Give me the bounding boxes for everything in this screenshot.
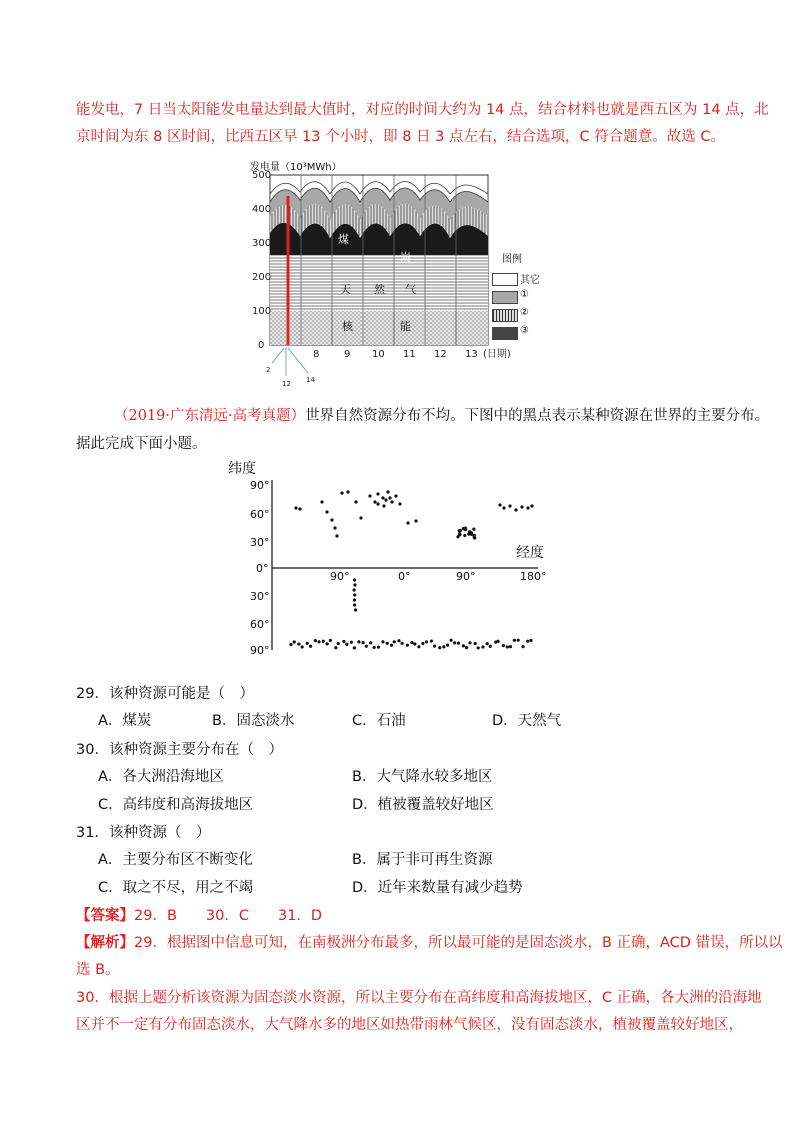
resource-dot [294, 506, 297, 509]
resource-dot [373, 500, 376, 503]
question-intro-text: 世界自然资源分布不均。下图中的黑点表示某种资源在世界的主要分布。 [305, 408, 770, 424]
resource-dot [421, 642, 424, 645]
q29-option-a[interactable]: A．煤炭 [98, 713, 152, 729]
resource-dot [433, 645, 436, 648]
resource-dot [520, 505, 523, 508]
resource-dot [506, 645, 509, 648]
q29-stem: 29．该种资源可能是（ ） [76, 686, 254, 702]
resource-dot [458, 529, 461, 532]
band-label-gas-2: 然 [374, 283, 385, 296]
resource-dot [381, 496, 384, 499]
legend-swatch-1 [492, 291, 518, 304]
resource-dot [496, 640, 499, 643]
chart1-xtick: 11 [403, 349, 416, 360]
legend-label-other: 其它 [520, 275, 540, 286]
resource-dot [526, 640, 529, 643]
resource-dot [526, 506, 529, 509]
resource-dot [458, 533, 461, 536]
resource-dot [377, 645, 380, 648]
resource-dot [334, 646, 337, 649]
resource-dot [481, 645, 484, 648]
nuclear-band [270, 311, 488, 345]
resource-dot [325, 510, 328, 513]
chart2-ytick: 90° [250, 479, 270, 492]
power-generation-chart [250, 158, 550, 388]
intro-line-2: 京时间为东 8 区时间，比西五区早 13 个小时，即 8 日 3 点左右，结合选项，C 符合题意。故选 C。 [76, 129, 725, 145]
resource-dot [384, 498, 387, 501]
chart2-xtick: 0° [398, 570, 411, 583]
chart1-xtick: 8 [313, 349, 320, 360]
chart1-ytick: 300 [252, 238, 272, 249]
q31-option-b[interactable]: B．属于非可再生资源 [352, 852, 493, 868]
resource-dot [462, 644, 465, 647]
resource-dot [457, 642, 460, 645]
resource-dot [468, 641, 471, 644]
resource-dot [473, 536, 476, 539]
resource-dot [438, 646, 441, 649]
resource-dot [289, 643, 292, 646]
chart1-ytick: 100 [252, 306, 272, 317]
question-source: （2019·广东清远·高考真题） [114, 408, 306, 424]
resource-dot [529, 639, 532, 642]
resource-dot [430, 639, 433, 642]
resource-dot [353, 603, 356, 606]
q31-option-c[interactable]: C．取之不尽，用之不竭 [98, 880, 254, 896]
resource-dot [345, 643, 348, 646]
resource-dot [406, 644, 409, 647]
resource-dot [502, 644, 505, 647]
legend-label-1: ① [520, 289, 529, 300]
answer-line [76, 904, 322, 925]
resource-dot [361, 641, 364, 644]
resource-dot [400, 642, 403, 645]
resource-dot [410, 641, 413, 644]
band-label-coal-1: 煤 [338, 233, 349, 246]
resource-distribution-chart [220, 458, 560, 658]
chart1-ytick: 400 [252, 204, 272, 215]
resource-dot [513, 639, 516, 642]
resource-dot [346, 490, 349, 493]
resource-dot [414, 519, 417, 522]
resource-dot [354, 500, 357, 503]
chart2-xtick: 180° [520, 570, 547, 583]
legend-swatch-other [492, 273, 518, 286]
resource-dot [301, 645, 304, 648]
resource-dot [354, 608, 357, 611]
resource-dot [472, 528, 475, 531]
resource-dot [477, 646, 480, 649]
resource-dot [530, 504, 533, 507]
resource-dot [509, 645, 512, 648]
chart1-legend [490, 250, 550, 343]
resource-dot [365, 645, 368, 648]
resource-dot [335, 534, 338, 537]
resource-dot [309, 645, 312, 648]
resource-dot [474, 642, 477, 645]
resource-dot [406, 521, 409, 524]
resource-dot [393, 640, 396, 643]
resource-dot [353, 598, 356, 601]
resource-dot [465, 646, 468, 649]
chart1-xtick: 12 [434, 349, 447, 360]
resource-dot [337, 642, 340, 645]
resource-dot [417, 645, 420, 648]
q29-option-b[interactable]: B．固态淡水 [212, 713, 295, 729]
chart2-ylabel: 纬度 [228, 461, 256, 477]
resource-dot [425, 640, 428, 643]
chart2-ytick: 60° [250, 508, 270, 521]
chart2-xtick: 90° [456, 570, 476, 583]
analysis-text-1: 29．根据图中信息可知，在南极洲分布最多，所以最可能的是固态淡水，B 正确，ACD 错误，所以以 [134, 935, 783, 951]
resource-dot [359, 516, 362, 519]
analysis-tag: 【解析】 [76, 935, 134, 951]
resource-dot [386, 490, 389, 493]
resource-dot [398, 502, 401, 505]
resource-dot [381, 640, 384, 643]
resource-dot [521, 645, 524, 648]
resource-dot [333, 526, 336, 529]
chart1-xtick: 10 [372, 349, 385, 360]
intro-line-1: 能发电，7 日当太阳能发电量达到最大值时，对应的时间大约为 14 点，结合材料也就是西五区为 14 点，北 [76, 102, 769, 118]
band-label-gas-3: 气 [405, 283, 416, 296]
resource-dot [394, 494, 397, 497]
resource-dot [353, 588, 356, 591]
resource-dot [306, 642, 309, 645]
chart2-ytick: 90° [250, 644, 270, 657]
resource-dot [376, 502, 379, 505]
resource-dot [293, 640, 296, 643]
resource-dot [329, 639, 332, 642]
resource-dot [508, 504, 511, 507]
chart2-ytick: 0° [256, 562, 269, 575]
chart1-ylabel: 发电量（10³MWh） [250, 162, 342, 173]
resource-dot [330, 518, 333, 521]
question-intro-2: 据此完成下面小题。 [76, 436, 207, 452]
resource-dot [397, 639, 400, 642]
q29-option-d[interactable]: D．天然气 [492, 713, 562, 729]
chart2-ytick: 60° [250, 618, 270, 631]
q31-option-a[interactable]: A．主要分布区不断变化 [98, 852, 253, 868]
resource-dot [388, 496, 391, 499]
resource-dot [350, 641, 353, 644]
band-label-nuclear-2: 能 [400, 320, 411, 333]
band-label-nuclear-1: 核 [342, 320, 353, 333]
answer-text: 29．B 30．C 31．D [134, 908, 323, 924]
chart1-ytick: 500 [252, 170, 272, 181]
q30-option-b[interactable]: B．大气降水较多地区 [352, 769, 493, 785]
resource-dot [357, 640, 360, 643]
chart2-ytick: 30° [250, 536, 270, 549]
resource-dot [342, 640, 345, 643]
analysis-line-2: 选 B。 [76, 962, 120, 978]
arrow-label: 14 [306, 376, 315, 384]
chart2-xlabel: 经度 [516, 545, 544, 561]
resource-dot [390, 500, 393, 503]
q30-stem: 30．该种资源主要分布在（ ） [76, 742, 283, 758]
resource-dot [317, 640, 320, 643]
q31-stem: 31．该种资源（ ） [76, 825, 211, 841]
legend-label-3: ③ [520, 325, 529, 336]
resource-dot [517, 639, 520, 642]
chart2-ytick: 30° [250, 590, 270, 603]
q30-option-d[interactable]: D．植被覆盖较好地区 [352, 797, 494, 813]
resource-dot [297, 642, 300, 645]
band-label-gas-1: 天 [340, 283, 351, 296]
band-label-coal-2: 炭 [400, 251, 411, 264]
chart1-xunit: (日期) [483, 349, 511, 360]
chart1-xtick: 9 [344, 349, 351, 360]
resource-dot [453, 641, 456, 644]
resource-dot [463, 534, 466, 537]
resource-dot [486, 642, 489, 645]
legend-swatch-3 [492, 327, 518, 340]
resource-dot [353, 646, 356, 649]
resource-dot [498, 503, 501, 506]
chart1-xtick: 13 [465, 349, 478, 360]
resource-dot [390, 644, 393, 647]
analysis-line-4: 区并不一定有分布固态淡水，大气降水多的地区如热带雨林气候区，没有固态淡水，植被覆盖较好地区， [76, 1017, 743, 1033]
legend-title: 图例 [502, 254, 522, 265]
question-intro [114, 404, 769, 425]
arrow-label: 2 [266, 366, 271, 374]
resource-dot [450, 639, 453, 642]
chart1-ytick: 0 [258, 340, 265, 351]
resource-dot [413, 642, 416, 645]
resource-dot [382, 504, 385, 507]
resource-dot [322, 640, 325, 643]
resource-dot [442, 645, 445, 648]
resource-dot [467, 533, 470, 536]
resource-dot [446, 644, 449, 647]
legend-swatch-2 [492, 309, 518, 322]
resource-dot [298, 507, 301, 510]
resource-dot [373, 646, 376, 649]
resource-dot [353, 593, 356, 596]
analysis-line-1 [76, 931, 783, 952]
chart2-xtick: 90° [330, 570, 350, 583]
q30-option-c[interactable]: C．高纬度和高海拔地区 [98, 797, 254, 813]
resource-dot [368, 494, 371, 497]
q30-option-a[interactable]: A．各大洲沿海地区 [98, 769, 224, 785]
resource-dot [369, 641, 372, 644]
answer-tag: 【答案】 [76, 908, 134, 924]
resource-dot [320, 500, 323, 503]
resource-dot [502, 506, 505, 509]
analysis-line-3: 30．根据上题分析该资源为固态淡水资源，所以主要分布在高纬度和高海拔地区，C 正确，各大洲的沿海地 [76, 990, 762, 1006]
resource-dot [326, 642, 329, 645]
q31-option-d[interactable]: D．近年来数量有减少趋势 [352, 880, 523, 896]
resource-dot [514, 508, 517, 511]
resource-dots [289, 490, 533, 649]
resource-dot [314, 639, 317, 642]
resource-dot [340, 491, 343, 494]
q29-option-c[interactable]: C．石油 [352, 713, 406, 729]
chart1-ytick: 200 [252, 272, 272, 283]
resource-dot [489, 645, 492, 648]
arrow-label: 12 [282, 380, 291, 388]
legend-label-2: ② [520, 307, 529, 318]
resource-dot [353, 583, 356, 586]
resource-dot [464, 528, 467, 531]
resource-dot [376, 492, 379, 495]
resource-dot [353, 578, 356, 581]
resource-dot [386, 642, 389, 645]
